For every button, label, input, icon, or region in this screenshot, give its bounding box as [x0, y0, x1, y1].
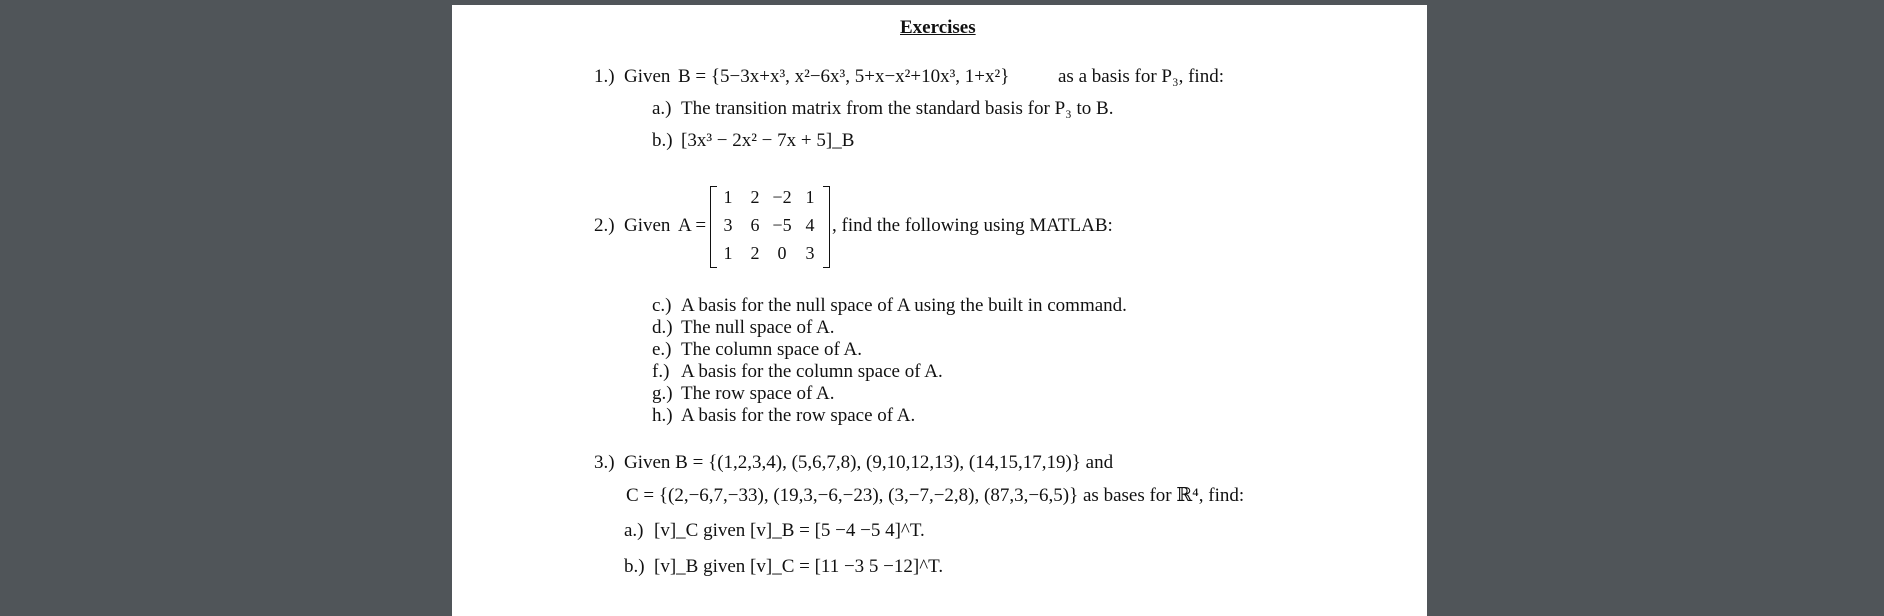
problem-3a-label: a.) — [624, 520, 644, 541]
problem-2f-text: A basis for the column space of A. — [681, 361, 943, 382]
matrix-cell: 3 — [805, 243, 815, 263]
problem-3a-text: [v]_C given [v]_B = [5 −4 −5 4]^T. — [654, 520, 925, 541]
problem-2g-text: The row space of A. — [681, 383, 835, 404]
matrix-cell: 0 — [777, 243, 787, 263]
matrix-cell: 3 — [723, 215, 733, 235]
problem-2d-text: The null space of A. — [681, 317, 835, 338]
problem-2h-text: A basis for the row space of A. — [681, 405, 916, 426]
problem-1b-text: [3x³ − 2x² − 7x + 5]_B — [681, 130, 855, 151]
problem-3-number: 3.) — [594, 452, 615, 473]
problem-1a-label: a.) — [652, 98, 672, 119]
matrix-right-bracket — [823, 186, 830, 268]
problem-2g-label: g.) — [652, 383, 673, 404]
problem-1-set: B = {5−3x+x³, x²−6x³, 5+x−x²+10x³, 1+x²} — [678, 66, 1010, 87]
problem-2h-label: h.) — [652, 405, 673, 426]
matrix-cell: −2 — [772, 187, 792, 207]
problem-2f-label: f.) — [652, 361, 670, 382]
matrix-cell: 1 — [723, 243, 733, 263]
matrix-a — [710, 182, 830, 268]
matrix-cell: −5 — [772, 215, 792, 235]
problem-1-tail: as a basis for P₃, find: — [1058, 66, 1224, 87]
problem-3-line1: Given B = {(1,2,3,4), (5,6,7,8), (9,10,12,13), (14,15,17,19)} and — [624, 452, 1114, 473]
matrix-lhs: A = — [678, 215, 707, 236]
matrix-cell: 1 — [805, 187, 815, 207]
viewer-left-margin — [0, 0, 452, 616]
viewer-right-margin — [1427, 0, 1884, 616]
problem-2e-text: The column space of A. — [681, 339, 862, 360]
problem-2-tail: , find the following using MATLAB: — [832, 215, 1113, 236]
problem-2c-text: A basis for the null space of A using the built in command. — [681, 295, 1127, 316]
matrix-cell: 4 — [805, 215, 815, 235]
matrix-cell: 2 — [750, 243, 760, 263]
page-title: Exercises — [900, 17, 976, 38]
matrix-cell: 2 — [750, 187, 760, 207]
problem-1a-text: The transition matrix from the standard basis for P₃ to B. — [681, 98, 1114, 119]
problem-3b-label: b.) — [624, 556, 645, 577]
problem-2c-label: c.) — [652, 295, 672, 316]
problem-3b-text: [v]_B given [v]_C = [11 −3 5 −12]^T. — [654, 556, 944, 577]
problem-1-number: 1.) — [594, 66, 615, 87]
matrix-cell: 1 — [723, 187, 733, 207]
problem-2-given: Given — [624, 215, 671, 236]
problem-1-given: Given — [624, 66, 671, 87]
problem-2d-label: d.) — [652, 317, 673, 338]
problem-1b-label: b.) — [652, 130, 673, 151]
matrix-cell: 6 — [750, 215, 760, 235]
problem-2-number: 2.) — [594, 215, 615, 236]
problem-2e-label: e.) — [652, 339, 672, 360]
problem-3-line2: C = {(2,−6,7,−33), (19,3,−6,−23), (3,−7,−2,8), (87,3,−6,5)} as bases for ℝ⁴, find: — [626, 485, 1245, 506]
